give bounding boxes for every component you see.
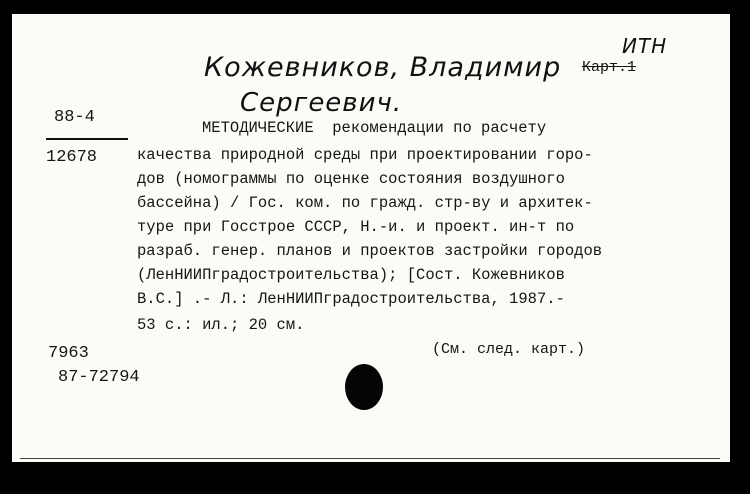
shelf-mark-bottom: 12678 xyxy=(46,148,98,167)
body-line-5: туре при Госстрое СССР, Н.-и. и проект. ин-т по xyxy=(137,218,575,236)
body-line-6: разраб. генер. планов и проектов застройки городов xyxy=(137,242,603,260)
body-line-8: В.С.] .- Л.: ЛенНИИПградостроительства, 1987.- xyxy=(137,290,565,308)
punch-hole xyxy=(345,364,383,410)
catalog-card xyxy=(12,14,730,462)
inventory-number-2: 87-72794 xyxy=(58,368,140,387)
shelf-mark-top: 88-4 xyxy=(54,108,95,127)
corner-note: ИТН xyxy=(622,34,668,58)
body-line-1: МЕТОДИЧЕСКИЕ рекомендации по расчету xyxy=(202,119,547,137)
card-number: Карт.1 xyxy=(582,59,637,76)
shelf-mark-divider xyxy=(46,138,128,140)
author-name-line-2: Сергеевич. xyxy=(240,88,403,118)
body-line-2: качества природной среды при проектировании горо- xyxy=(137,146,593,164)
body-line-7: (ЛенНИИПградостроительства); [Сост. Кожевников xyxy=(137,266,565,284)
body-line-9: 53 с.: ил.; 20 см. xyxy=(137,316,305,334)
continued-note: (См. след. карт.) xyxy=(432,341,586,358)
inventory-number-1: 7963 xyxy=(48,344,89,363)
body-line-3: дов (номограммы по оценке состояния воздушного xyxy=(137,170,565,188)
author-name-line-1: Кожевников, Владимир xyxy=(204,52,562,83)
card-bottom-edge xyxy=(20,458,720,459)
body-line-4: бассейна) / Гос. ком. по гражд. стр-ву и архитек- xyxy=(137,194,593,212)
